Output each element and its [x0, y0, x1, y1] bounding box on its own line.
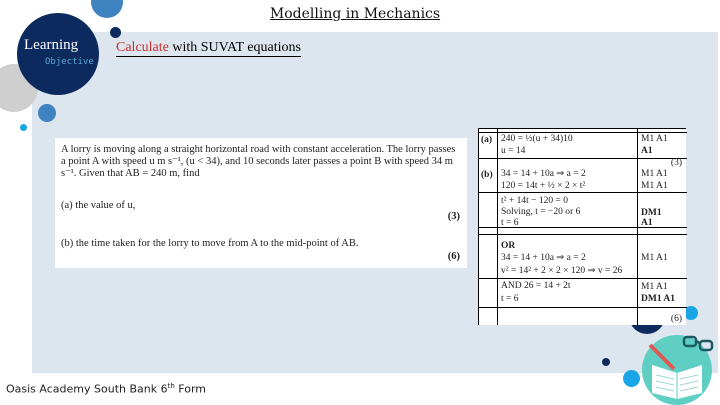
decor-circle — [38, 104, 56, 122]
marks-a: (3) — [447, 211, 460, 222]
question-box — [55, 138, 467, 268]
ms-label-b: (b) — [481, 170, 493, 180]
ms-mark: M1 A1 — [641, 282, 668, 292]
ms-line: 34 = 14 + 10a ⇒ a = 2 — [501, 169, 586, 179]
ms-mark: M1 A1 — [641, 181, 668, 191]
mark-scheme-table — [478, 128, 686, 325]
ms-line: 120 = 14t + ½ × 2 × t² — [501, 181, 586, 191]
decor-circle — [110, 27, 121, 38]
footer-main: Oasis Academy South Bank 6 — [6, 382, 168, 396]
ms-label-a: (a) — [481, 135, 493, 145]
ms-line: Solving, t = −20 or 6 — [501, 207, 581, 217]
ms-line: u = 14 — [501, 146, 526, 156]
page-title: Modelling in Mechanics — [269, 6, 441, 22]
question-part-b: (b) the time taken for the lorry to move from A to the mid-point of AB. — [61, 238, 359, 249]
ms-line: t² + 14t − 120 = 0 — [501, 196, 568, 206]
decor-circle — [602, 358, 610, 366]
ms-mark: A1 — [641, 218, 653, 228]
objective-rest: with SUVAT equations — [168, 40, 301, 55]
ms-line: t = 6 — [501, 218, 519, 228]
learning-objective-badge — [17, 13, 99, 95]
learning-label: Learning — [24, 37, 79, 53]
ms-total: (6) — [670, 314, 682, 324]
objective-label: Objective — [45, 57, 94, 67]
decor-circle — [623, 370, 640, 387]
decor-circle — [20, 124, 27, 131]
footer-after: Form — [174, 382, 207, 396]
ms-mark: M1 A1 — [641, 169, 668, 179]
ms-line: 34 = 14 + 10a ⇒ a = 2 — [501, 253, 586, 263]
footer-sup: th — [167, 382, 175, 390]
ms-mark: M1 A1 — [641, 134, 668, 144]
ms-line: 240 = ½(u + 34)10 — [501, 134, 573, 144]
ms-total: (3) — [670, 158, 682, 168]
objective-verb: Calculate — [116, 40, 169, 55]
ms-mark: DM1 — [641, 208, 662, 218]
decor-circle — [684, 306, 698, 320]
ms-line: AND 26 = 14 + 2t — [501, 281, 571, 291]
ms-mark: A1 — [641, 146, 653, 156]
ms-mark: M1 A1 — [641, 253, 668, 263]
ms-line: v² = 14² + 2 × 2 × 120 ⇒ v = 26 — [501, 266, 623, 276]
question-part-a: (a) the value of u, — [61, 200, 136, 211]
objective-text — [116, 40, 301, 57]
marks-b: (6) — [447, 251, 460, 262]
question-stem: A lorry is moving along a straight horizontal road with constant acceleration. The lorry passes a point A with speed u m s⁻¹, (u < 34), and 10 seconds later passes a point B with speed 34 m s⁻¹. Given that AB = 240 m, find — [61, 144, 456, 179]
ms-line: OR — [501, 241, 516, 251]
ms-mark: DM1 A1 — [641, 294, 676, 304]
ms-line: t = 6 — [501, 294, 519, 304]
book-glasses-icon — [640, 325, 720, 405]
footer-text — [6, 382, 206, 396]
